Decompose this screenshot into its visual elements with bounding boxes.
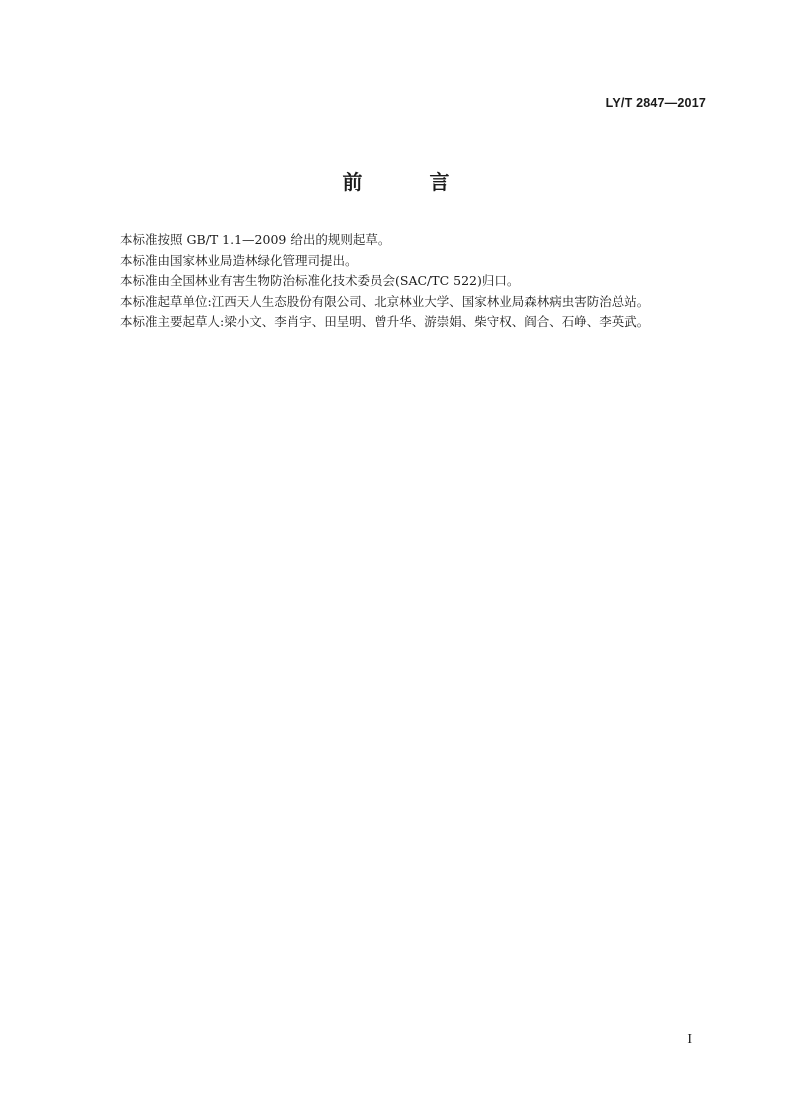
- preface-paragraph: 本标准起草单位:江西天人生态股份有限公司、北京林业大学、国家林业局森林病虫害防治总站。: [120, 293, 650, 309]
- page-number: I: [687, 1032, 692, 1047]
- standard-number: LY/T 2847—2017: [605, 96, 706, 110]
- page-title: 前 言: [342, 170, 480, 194]
- preface-paragraph: 本标准由全国林业有害生物防治标准化技术委员会(SAC/TC 522)归口。: [120, 273, 520, 288]
- preface-text: [120, 230, 720, 333]
- preface-paragraph: 本标准主要起草人:梁小文、李肖宇、田呈明、曾升华、游崇娟、柴守权、阎合、石峥、李英武。: [120, 314, 650, 329]
- preface-paragraph: 本标准由国家林业局造林绿化管理司提出。: [120, 252, 358, 268]
- preface-paragraph: 本标准按照 GB/T 1.1—2009 给出的规则起草。: [120, 232, 391, 247]
